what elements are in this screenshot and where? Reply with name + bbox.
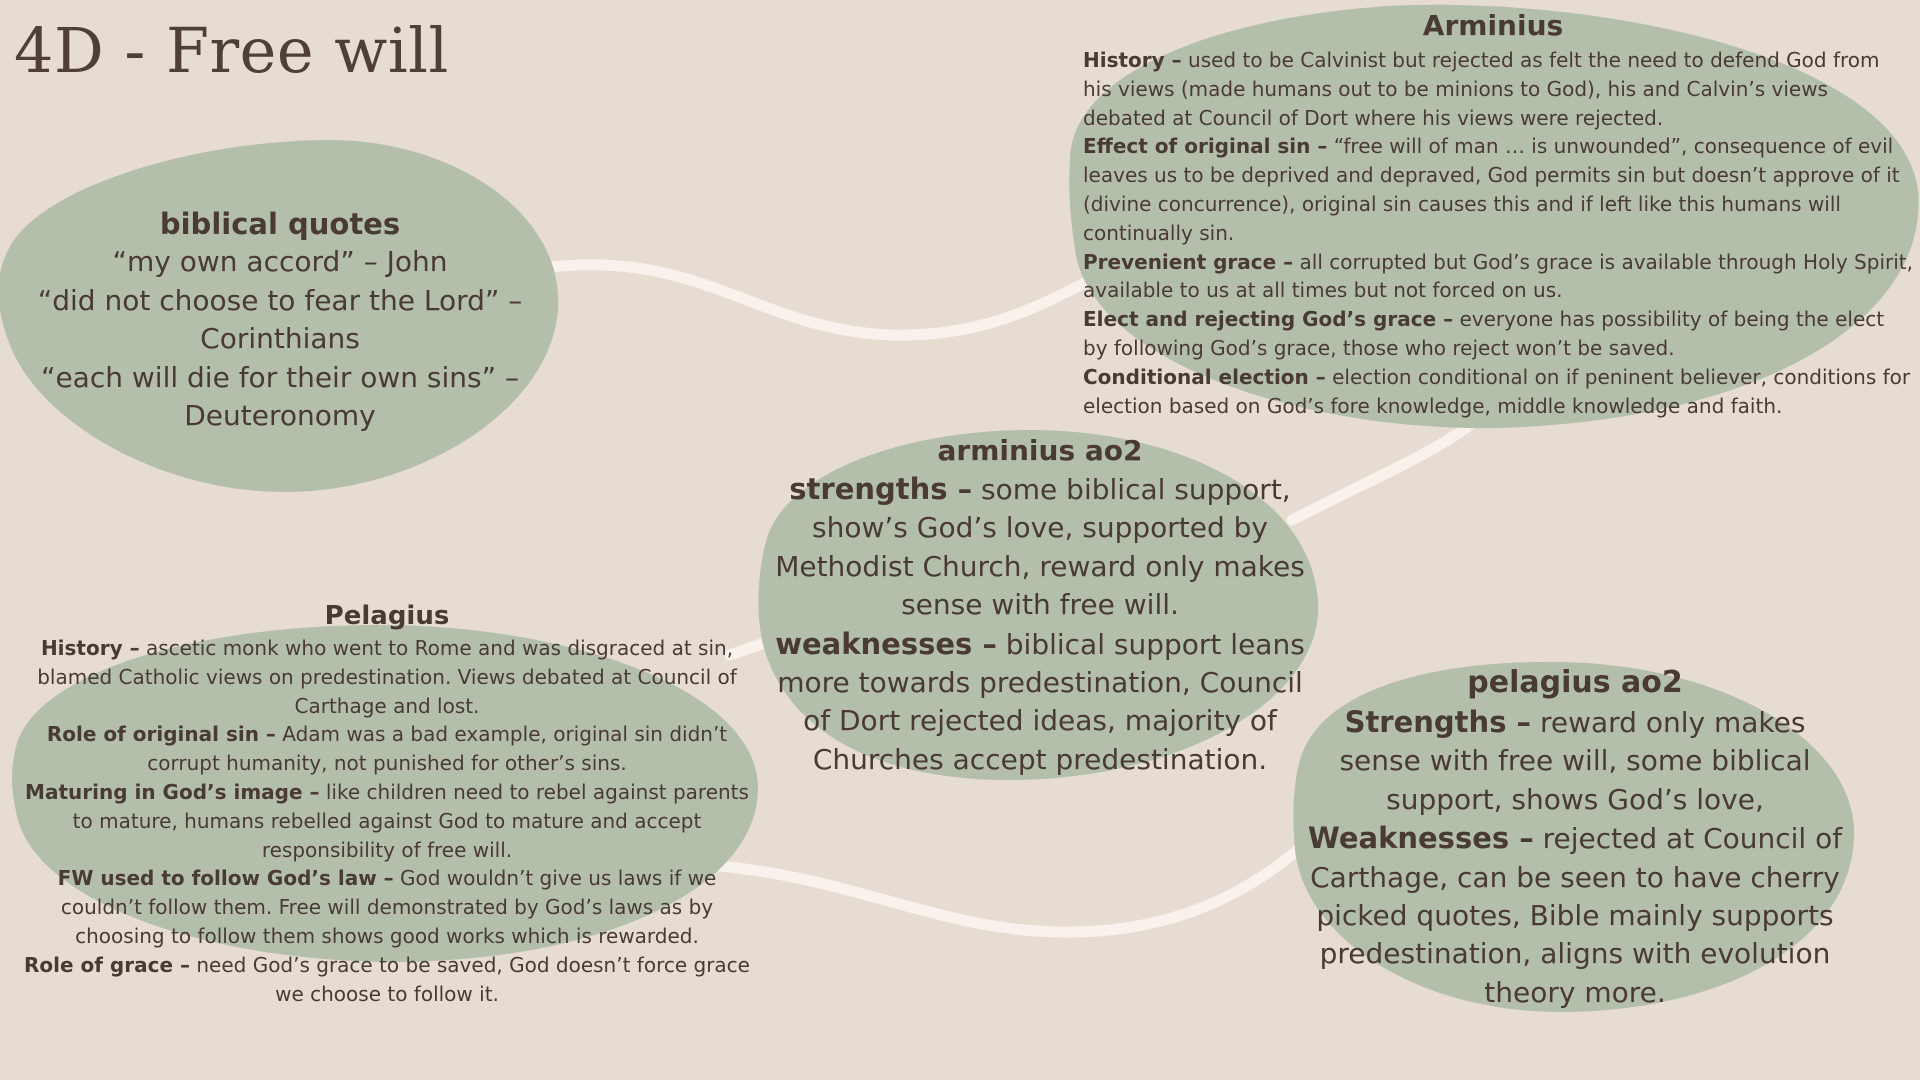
strengths-text: reward only makes sense with free will, some biblical support, shows God’s love,: [1339, 706, 1811, 816]
pelagius-ao2-strengths: [1305, 703, 1845, 819]
quote-line: “did not choose to fear the Lord” –: [37, 283, 523, 317]
item-label: Conditional election –: [1083, 364, 1326, 389]
item-label: History –: [40, 636, 140, 660]
item-text: everyone has possibility of being the elect by following God’s grace, those who reject won’t be saved.: [1083, 307, 1885, 360]
connector-arminius-ao2: [1292, 425, 1470, 520]
quote-line: “each will die for their own sins” –: [40, 360, 520, 394]
item-text: Adam was a bad example, original sin didn’t corrupt humanity, not punished for other’s sins.: [147, 722, 728, 776]
item-label: FW used to follow God’s law –: [57, 866, 394, 891]
item-text: ascetic monk who went to Rome and was disgraced at sin, blamed Catholic views on predestination. Views debated at Council of Carthage and lost.: [37, 636, 737, 718]
biblical-quotes-node: [20, 205, 540, 436]
pelagius-item-original-sin: [22, 720, 752, 778]
item-label: Elect and rejecting God’s grace –: [1083, 307, 1454, 332]
item-text: like children need to rebel against parents to mature, humans rebelled against God to mature and accept responsibility of free will.: [72, 779, 749, 862]
arminius-ao2-weaknesses: [765, 625, 1315, 780]
arminius-item-original-sin: [1083, 132, 1913, 247]
item-label: History –: [1083, 48, 1182, 72]
connector-pelagius-pelagius-ao2: [720, 835, 1315, 932]
item-label: Role of grace –: [24, 952, 190, 977]
page-title: 4D - Free will: [14, 14, 449, 87]
arminius-ao2-heading: arminius ao2: [937, 434, 1143, 467]
quote-line: Deuteronomy: [184, 399, 376, 432]
arminius-ao2-strengths: [765, 470, 1315, 625]
arminius-node: [1083, 6, 1913, 420]
item-label: Prevenient grace –: [1083, 249, 1294, 274]
arminius-item-history: [1083, 46, 1913, 132]
connector-quotes-arminius: [550, 265, 1110, 336]
item-text: all corrupted but God’s grace is available through Holy Spirit, available to us at all times but not forced on us.: [1083, 249, 1913, 303]
pelagius-node: [22, 598, 752, 1008]
weaknesses-text: rejected at Council of Carthage, can be seen to have cherry picked quotes, Bible mainly supports predestination, aligns with evolution theory more.: [1310, 822, 1843, 1009]
item-text: “free will of man … is unwounded”, consequence of evil leaves us to be deprived and depraved, God permits sin but doesn’t approve of it (divine concurrence), original sin causes this and if left like this humans will continually sin.: [1083, 134, 1900, 245]
pelagius-item-history: [22, 634, 752, 720]
arminius-item-elect: [1083, 305, 1913, 363]
pelagius-item-grace: [22, 951, 752, 1009]
arminius-item-conditional-election: [1083, 363, 1913, 421]
strengths-text: some biblical support, show’s God’s love, supported by Methodist Church, reward only makes sense with free will.: [775, 473, 1305, 622]
pelagius-ao2-heading: pelagius ao2: [1467, 665, 1683, 700]
pelagius-heading: Pelagius: [324, 601, 450, 631]
arminius-heading: Arminius: [1422, 9, 1564, 42]
biblical-quotes-heading: biblical quotes: [159, 207, 401, 241]
quote-line: “my own accord” – John: [112, 245, 448, 278]
arminius-ao2-node: [765, 432, 1315, 779]
quote-line: Corinthians: [200, 322, 360, 355]
pelagius-item-maturing: [22, 778, 752, 864]
weaknesses-label: weaknesses –: [775, 626, 997, 661]
pelagius-ao2-weaknesses: [1305, 819, 1845, 1012]
item-text: election conditional on if peninent believer, conditions for election based on God’s fore knowledge, middle knowledge and faith.: [1083, 364, 1911, 418]
weaknesses-label: Weaknesses –: [1307, 821, 1534, 856]
item-label: Role of original sin –: [46, 722, 276, 747]
item-text: need God’s grace to be saved, God doesn’t force grace we choose to follow it.: [190, 952, 750, 1006]
pelagius-ao2-node: [1305, 663, 1845, 1012]
item-label: Effect of original sin –: [1083, 134, 1328, 159]
arminius-item-prevenient-grace: [1083, 248, 1913, 306]
item-text: used to be Calvinist but rejected as felt the need to defend God from his views (made humans out to be minions to God), his and Calvin’s views debated at Council of Dort where his views were rejected.: [1083, 48, 1880, 130]
strengths-label: strengths –: [789, 472, 973, 506]
strengths-label: Strengths –: [1344, 705, 1532, 739]
item-label: Maturing in God’s image –: [25, 779, 320, 804]
item-text: God wouldn’t give us laws if we couldn’t follow them. Free will demonstrated by God’s laws as by choosing to follow them shows good works which is rewarded.: [60, 866, 717, 948]
weaknesses-text: biblical support leans more towards predestination, Council of Dort rejected ideas, majority of Churches accept predestination.: [777, 627, 1305, 776]
pelagius-item-gods-law: [22, 864, 752, 950]
